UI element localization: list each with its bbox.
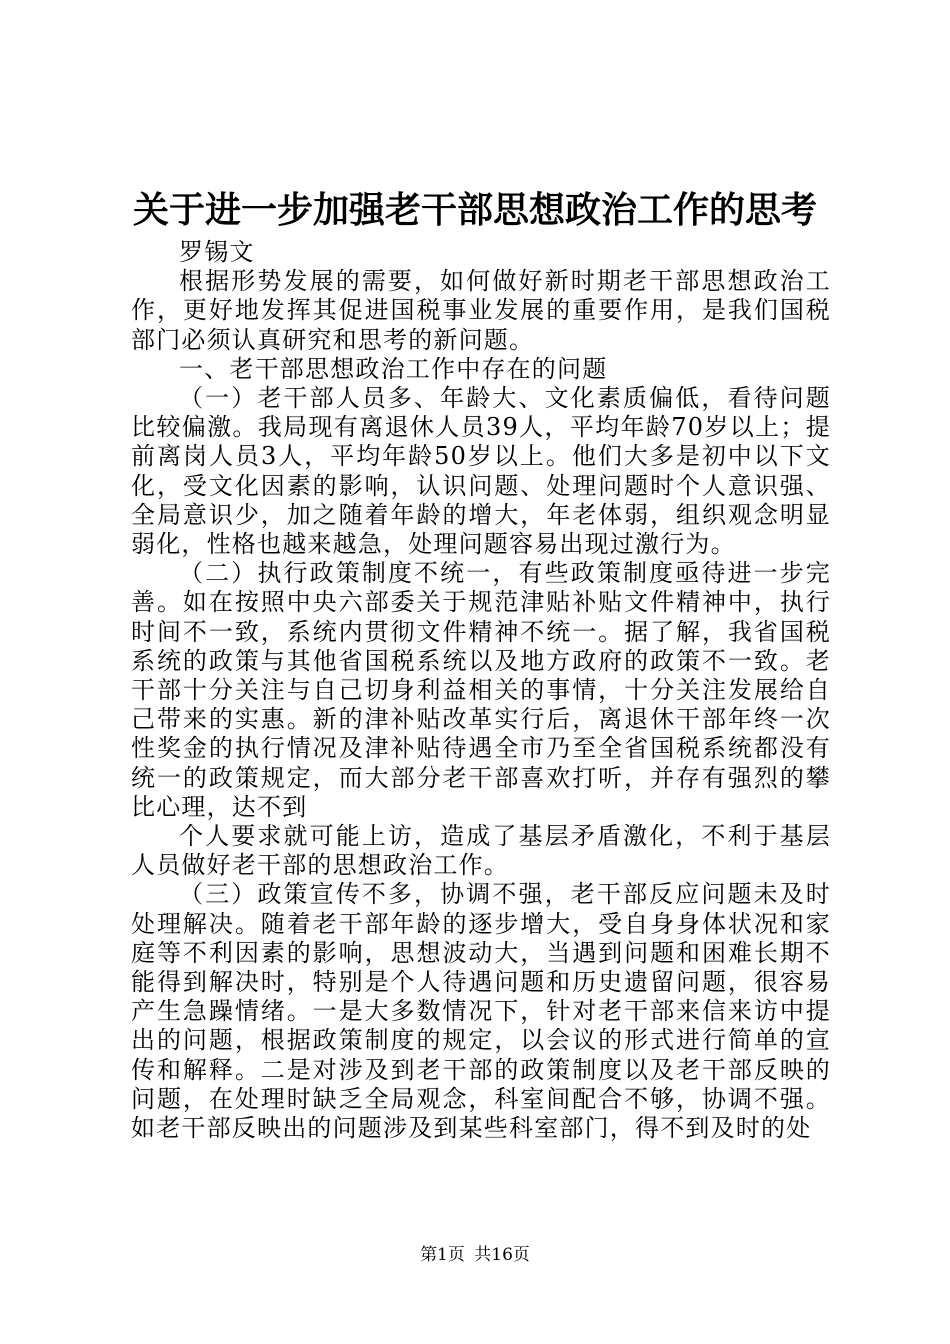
paragraph-item-3: （三）政策宣传不多，协调不强，老干部反应问题未及时处理解决。随着老干部年龄的逐步增大，受自身身体状况和家庭等不利因素的影响，思想波动大，当遇到问题和困难长期不能得到解决时，特别是个人待遇问题和历史遗留问题，很容易产生急躁情绪。一是大多数情况下，针对老干部来信来访中提出的问题，根据政策制度的规定，以会议的形式进行简单的宣传和解释。二是对涉及到老干部的政策制度以及老干部反映的问题，在处理时缺乏全局观念，科室间配合不够，协调不强。如老干部反映出的问题涉及到某些科室部门，得不到及时的处	[131, 880, 831, 1143]
paragraph-item-2: （二）执行政策制度不统一，有些政策制度亟待进一步完善。如在按照中央六部委关于规范津贴补贴文件精神中，执行时间不一致，系统内贯彻文件精神不统一。据了解，我省国税系统的政策与其他省国税系统以及地方政府的政策不一致。老干部十分关注与自己切身利益相关的事情，十分关注发展给自己带来的实惠。新的津补贴改革实行后，离退休干部年终一次性奖金的执行情况及津补贴待遇全市乃至全省国税系统都没有统一的政策规定，而大部分老干部喜欢打听，并存有强烈的攀比心理，达不到	[131, 559, 831, 821]
paragraph-continuation: 个人要求就可能上访，造成了基层矛盾激化，不利于基层人员做好老干部的思想政治工作。	[131, 822, 831, 880]
section-heading-1: 一、老干部思想政治工作中存在的问题	[179, 354, 608, 383]
author-line: 罗锡文	[179, 238, 255, 266]
paragraph-intro: 根据形势发展的需要，如何做好新时期老干部思想政治工作，更好地发挥其促进国税事业发展的重要作用，是我们国税部门必须认真研究和思考的新问题。	[131, 267, 831, 354]
page-footer	[0, 1244, 950, 1266]
page-total: 共16页	[474, 1245, 530, 1265]
document-title: 关于进一步加强老干部思想政治工作的思考	[132, 189, 817, 231]
paragraph-item-1: （一）老干部人员多、年龄大、文化素质偏低，看待问题比较偏激。我局现有离退休人员39人，平均年龄70岁以上；提前离岗人员3人，平均年龄50岁以上。他们大多是初中以下文化，受文化因素的影响，认识问题、处理问题时个人意识强、全局意识少，加之随着年龄的增大，年老体弱，组织观念明显弱化，性格也越来越急，处理问题容易出现过激行为。	[131, 384, 831, 559]
document-body	[131, 238, 831, 1143]
page-number: 第1页	[420, 1245, 465, 1265]
